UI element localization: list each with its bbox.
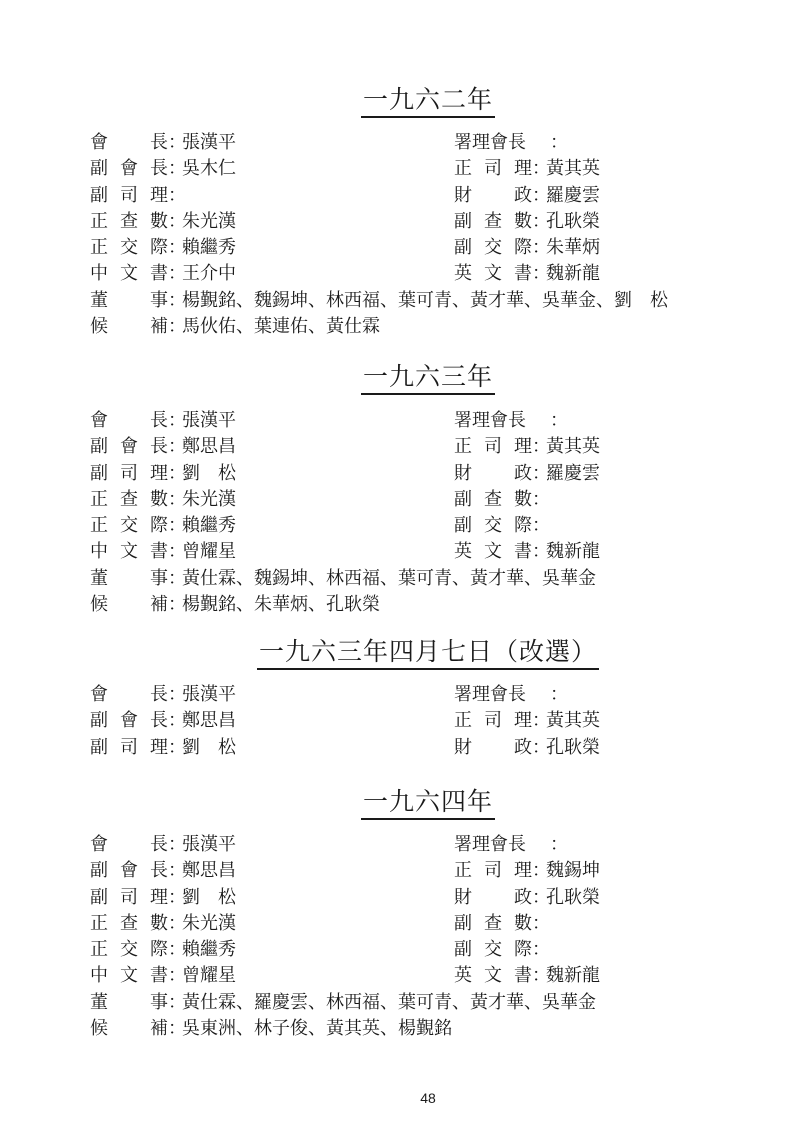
position-label: 候 補 (90, 1018, 168, 1040)
position-label: 董 事 (90, 991, 168, 1013)
label-colon: ： (532, 488, 550, 510)
officer-name: 張漢平 (182, 834, 236, 855)
section-title-text: 一九六二年 (361, 85, 495, 118)
position-label: 正 交 際 (90, 939, 168, 961)
label-colon: ： (168, 965, 186, 987)
label-colon: ： (168, 860, 186, 882)
position-label: 財 政 (454, 462, 532, 484)
officer-entry-left (90, 832, 236, 858)
label-colon: ： (532, 736, 550, 758)
section-title-text: 一九六四年 (361, 787, 495, 820)
label-colon: ： (168, 210, 186, 232)
officer-name: 楊覲銘、朱華炳、孔耿榮 (182, 594, 380, 616)
section-title-text: 一九六三年 (361, 362, 495, 395)
officer-entry-left (90, 682, 236, 708)
officer-list (0, 130, 800, 340)
officer-row (0, 539, 800, 565)
officer-name: 黃仕霖、魏錫坤、林西福、葉可青、黃才華、吳華金 (182, 567, 596, 589)
label-colon: ： (168, 488, 186, 510)
position-label: 副 會 長 (90, 436, 168, 458)
officer-row (0, 408, 800, 434)
officer-entry-right (454, 209, 600, 235)
officer-name: 鄭思昌 (182, 710, 236, 732)
officer-name: 劉 松 (182, 886, 236, 908)
section-title (0, 637, 800, 670)
officer-entry-left (90, 566, 596, 592)
position-label: 副 查 數 (454, 912, 532, 934)
position-label: 正 交 際 (90, 515, 168, 537)
position-label: 副 交 際 (454, 939, 532, 961)
officer-row (0, 461, 800, 487)
officer-entry-left (90, 513, 236, 539)
officer-name: 魏錫坤 (546, 860, 600, 882)
position-label: 財 政 (454, 886, 532, 908)
label-colon: ： (532, 462, 550, 484)
officer-name: 黃其英 (546, 436, 600, 458)
position-label: 正 查 數 (90, 912, 168, 934)
officer-entry-left (90, 235, 236, 261)
officer-entry-right (454, 235, 600, 261)
officer-row (0, 156, 800, 182)
officer-row (0, 566, 800, 592)
officer-name: 魏新龍 (546, 263, 600, 285)
position-label: 副 司 理 (90, 462, 168, 484)
position-label: 會 長 (90, 132, 168, 153)
label-colon: ： (168, 736, 186, 758)
position-label: 署 理 會 長 (454, 834, 526, 855)
officer-row (0, 288, 800, 314)
label-colon: ： (168, 316, 186, 338)
label-colon: ： (168, 132, 186, 153)
officer-row (0, 183, 800, 209)
officer-name: 吳東洲、林子俊、黃其英、楊覲銘 (182, 1018, 452, 1040)
label-colon: ： (532, 515, 550, 537)
officer-name: 黃其英 (546, 158, 600, 180)
label-colon: ： (168, 710, 186, 732)
position-label: 中 文 書 (90, 965, 168, 987)
officer-entry-left (90, 183, 186, 209)
officer-name: 孔耿榮 (546, 210, 600, 232)
officer-name: 黃仕霖、羅慶雲、林西福、葉可青、黃才華、吳華金 (182, 991, 596, 1013)
officer-name: 孔耿榮 (546, 736, 600, 758)
position-label: 會 長 (90, 834, 168, 855)
officer-row (0, 885, 800, 911)
label-colon: ： (168, 834, 186, 855)
position-label: 財 政 (454, 184, 532, 206)
officer-entry-left (90, 735, 236, 761)
officer-name: 王介中 (182, 263, 236, 285)
officer-entry-left (90, 130, 236, 156)
position-label: 副 司 理 (90, 886, 168, 908)
officer-name: 朱光漢 (182, 488, 236, 510)
officer-entry-left (90, 408, 236, 434)
officer-row (0, 314, 800, 340)
officer-row (0, 261, 800, 287)
officer-entry-right (454, 708, 600, 734)
officer-name: 張漢平 (182, 132, 236, 153)
officer-entry-left (90, 314, 380, 340)
section-title (0, 787, 800, 820)
officer-entry-right: 署 理 會 長 ： (454, 130, 550, 156)
position-label: 署 理 會 長 (454, 132, 526, 153)
officer-name: 魏新龍 (546, 541, 600, 563)
position-label: 副 會 長 (90, 710, 168, 732)
officer-name: 賴繼秀 (182, 939, 236, 961)
officer-row (0, 592, 800, 618)
officer-entry-left (90, 487, 236, 513)
officer-name: 劉 松 (182, 736, 236, 758)
label-colon: ： (168, 184, 186, 206)
position-label: 會 長 (90, 684, 168, 705)
officer-row (0, 487, 800, 513)
position-label: 副 查 數 (454, 488, 532, 510)
section-title (0, 85, 800, 118)
position-label: 正 查 數 (90, 488, 168, 510)
officer-name: 朱光漢 (182, 912, 236, 934)
officer-entry-right (454, 156, 600, 182)
label-colon: ： (168, 515, 186, 537)
officer-entry-left (90, 261, 236, 287)
position-label: 財 政 (454, 736, 532, 758)
officer-entry-left (90, 858, 236, 884)
label-colon: ： (532, 860, 550, 882)
label-colon: ： (532, 912, 550, 934)
position-label: 副 交 際 (454, 515, 532, 537)
officer-row (0, 858, 800, 884)
officer-row (0, 735, 800, 761)
officer-entry-right (454, 261, 600, 287)
section-title (0, 362, 800, 395)
officer-entry-right: 署 理 會 長 ： (454, 682, 550, 708)
officer-name: 孔耿榮 (546, 886, 600, 908)
officer-entry-right (454, 487, 550, 513)
label-colon: ： (168, 939, 186, 961)
label-colon: ： (168, 991, 186, 1013)
label-colon: ： (532, 237, 550, 259)
officer-row (0, 235, 800, 261)
position-label: 中 文 書 (90, 263, 168, 285)
officer-name: 賴繼秀 (182, 515, 236, 537)
label-colon: ： (168, 1018, 186, 1040)
position-label: 候 補 (90, 316, 168, 338)
officer-row (0, 513, 800, 539)
officer-list (0, 832, 800, 1042)
label-colon: ： (532, 436, 550, 458)
officer-entry-right: 署 理 會 長 ： (454, 832, 550, 858)
position-label: 英 文 書 (454, 965, 532, 987)
officer-entry-left (90, 990, 596, 1016)
officer-name: 曾耀星 (182, 541, 236, 563)
officer-name: 羅慶雲 (546, 462, 600, 484)
officer-name: 鄭思昌 (182, 436, 236, 458)
position-label: 正 交 際 (90, 237, 168, 259)
officer-name: 張漢平 (182, 410, 236, 431)
label-colon: ： (168, 594, 186, 616)
label-colon: ： (532, 263, 550, 285)
officer-entry-right: 署 理 會 長 ： (454, 408, 550, 434)
label-colon: ： (168, 410, 186, 431)
officer-entry-right (454, 461, 600, 487)
position-label: 副 司 理 (90, 184, 168, 206)
officer-name: 賴繼秀 (182, 237, 236, 259)
position-label: 副 會 長 (90, 158, 168, 180)
label-colon: ： (168, 684, 186, 705)
officer-row (0, 990, 800, 1016)
officer-row (0, 963, 800, 989)
officer-entry-right (454, 963, 600, 989)
officer-row (0, 209, 800, 235)
label-colon: ： (532, 541, 550, 563)
label-colon: ： (532, 184, 550, 206)
officer-row (0, 937, 800, 963)
label-colon: ： (168, 886, 186, 908)
officer-entry-left (90, 1016, 452, 1042)
officer-entry-left (90, 885, 236, 911)
position-label: 董 事 (90, 567, 168, 589)
position-label: 副 司 理 (90, 736, 168, 758)
officer-name: 馬伙佑、葉連佑、黃仕霖 (182, 316, 380, 338)
officer-name: 朱華炳 (546, 237, 600, 259)
officer-entry-left (90, 461, 236, 487)
officer-name: 吳木仁 (182, 158, 236, 180)
position-label: 正 司 理 (454, 436, 532, 458)
position-label: 中 文 書 (90, 541, 168, 563)
section-title-text: 一九六三年四月七日（改選） (257, 637, 599, 670)
officer-entry-right (454, 911, 550, 937)
label-colon: ： (532, 158, 550, 180)
officer-row (0, 832, 800, 858)
officer-name: 羅慶雲 (546, 184, 600, 206)
position-label: 正 司 理 (454, 710, 532, 732)
position-label: 副 會 長 (90, 860, 168, 882)
officer-entry-left (90, 708, 236, 734)
position-label: 候 補 (90, 594, 168, 616)
officer-name: 魏新龍 (546, 965, 600, 987)
officer-name: 張漢平 (182, 684, 236, 705)
position-label: 英 文 書 (454, 263, 532, 285)
officer-entry-left (90, 288, 668, 314)
officer-row (0, 434, 800, 460)
label-colon: ： (532, 710, 550, 732)
officer-entry-left (90, 911, 236, 937)
page-number: 48 (420, 1090, 436, 1106)
officer-list (0, 682, 800, 761)
officer-name: 黃其英 (546, 710, 600, 732)
officer-row (0, 911, 800, 937)
label-colon: ： (168, 237, 186, 259)
position-label: 英 文 書 (454, 541, 532, 563)
officer-entry-left (90, 963, 236, 989)
officer-name: 朱光漢 (182, 210, 236, 232)
officer-entry-left (90, 434, 236, 460)
position-label: 董 事 (90, 289, 168, 311)
label-colon: ： (168, 289, 186, 311)
position-label: 署 理 會 長 (454, 410, 526, 431)
position-label: 正 司 理 (454, 158, 532, 180)
position-label: 署 理 會 長 (454, 684, 526, 705)
officer-entry-right (454, 183, 600, 209)
position-label: 會 長 (90, 410, 168, 431)
officer-entry-right (454, 513, 550, 539)
officer-entry-left (90, 937, 236, 963)
officer-entry-right (454, 539, 600, 565)
officer-entry-left (90, 592, 380, 618)
label-colon: ： (168, 263, 186, 285)
label-colon: ： (168, 541, 186, 563)
position-label: 副 查 數 (454, 210, 532, 232)
label-colon: ： (532, 210, 550, 232)
officer-entry-left (90, 209, 236, 235)
officer-row (0, 708, 800, 734)
officer-entry-right (454, 858, 600, 884)
officer-list (0, 408, 800, 618)
label-colon: ： (168, 158, 186, 180)
label-colon: ： (168, 567, 186, 589)
label-colon: ： (532, 965, 550, 987)
officer-row (0, 682, 800, 708)
label-colon: ： (168, 462, 186, 484)
officer-name: 鄭思昌 (182, 860, 236, 882)
label-colon: ： (532, 939, 550, 961)
officer-entry-right (454, 885, 600, 911)
position-label: 副 交 際 (454, 237, 532, 259)
label-colon: ： (532, 886, 550, 908)
officer-name: 楊覲銘、魏錫坤、林西福、葉可青、黃才華、吳華金、劉 松 (182, 289, 668, 311)
officer-entry-left (90, 539, 236, 565)
officer-entry-right (454, 937, 550, 963)
officer-entry-right (454, 735, 600, 761)
officer-entry-right (454, 434, 600, 460)
position-label: 正 司 理 (454, 860, 532, 882)
officer-name: 劉 松 (182, 462, 236, 484)
officer-name: 曾耀星 (182, 965, 236, 987)
label-colon: ： (168, 912, 186, 934)
label-colon: ： (168, 436, 186, 458)
officer-row (0, 1016, 800, 1042)
officer-entry-left (90, 156, 236, 182)
officer-row (0, 130, 800, 156)
position-label: 正 查 數 (90, 210, 168, 232)
